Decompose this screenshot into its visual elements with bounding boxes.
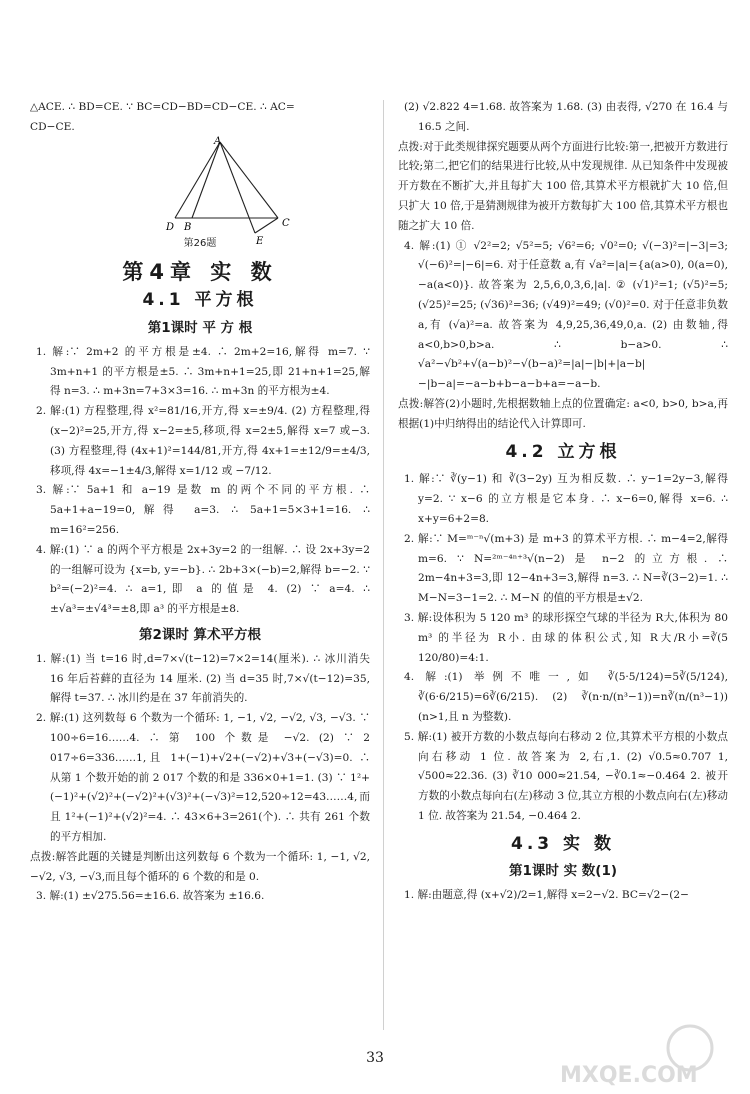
- hint-paragraph: 点拨:解答此题的关键是判断出这列数每 6 个数为一个循环: 1, −1, √2, −√2, √3, −√3,而且每个循环的 6 个数的和是 0.: [30, 850, 370, 883]
- answer-item: 3. 解:(1) ±√275.56=±16.6. 故答案为 ±16.6.: [36, 890, 265, 903]
- answer-item: (2) √2.822 4=1.68. 故答案为 1.68. (3) 由表得, √270 在 16.4 与 16.5 之间.: [404, 101, 728, 133]
- column-divider: [383, 100, 384, 1030]
- answer-item: 4. 解:(1) ① √2²=2; √5²=5; √6²=6; √0²=0; √(−3)²=|−3|=3; √(−6)²=|−6|=6. 对于任意数 a,有 √a²=|a|={a(a>0), 0(a=0), −a(a<0)}. 故答案为 2,5,6,0,3,6,|a|. ② (√1)²=1; (√5)²=5; (√25)²=25; (√36)²=36; (√49)²=49; (√0)²=0. 对于任意非负数 a,有 (√a)²=a. 故答案为 4,9,25,36,49,0,a. (2) 由数轴,得 a<0,b>0,b>a. ∴ b−a>0. ∴ √a²−√b²+√(a−b)²−√(b−a)²=|a|−|b|+|a−b|−|b−a|=−a−b+b−a−b+a=−a−b.: [404, 239, 728, 391]
- lesson-title: 第1课时 实 数(1): [508, 863, 618, 880]
- text-line: △ACE. ∴ BD=CE. ∵ BC=CD−BD=CD−CE. ∴ AC=: [30, 101, 295, 113]
- answer-item: 1. 解:∵ ∛(y−1) 和 ∛(3−2y) 互为相反数. ∴ y−1=2y−3,解得 y=2. ∵ x−6 的立方根是它本身. ∴ x−6=0,解得 x=6. ∴ x+y=6+2=8.: [404, 473, 728, 525]
- point-label: B: [184, 221, 192, 233]
- watermark-logo: [540, 1020, 740, 1090]
- right-column: [398, 0, 728, 906]
- point-label: A: [214, 135, 222, 147]
- answer-item: 3. 解:∵ 5a+1 和 a−19 是数 m 的两个不同的平方根. ∴ 5a+1+a−19=0,解得 a=3. ∴ 5a+1=5×3+1=16. ∴ m=16²=256.: [36, 484, 370, 536]
- section-title: 4.3 实 数: [511, 833, 615, 854]
- watermark-text: MXQE.COM: [560, 1063, 698, 1088]
- page-number: 33: [366, 1050, 384, 1066]
- answer-item: 5. 解:(1) 被开方数的小数点每向右移动 2 位,其算术平方根的小数点向右移动 1 位. 故答案为 2,右,1. (2) √0.5≈0.707 1, √500≈22.36. (3) ∛10 000≈21.54, −∛0.1≈−0.464 2. 被开方数的小数点每向右(左)移动 3 位,其立方根的小数点向右(左)移动 1 位. 故答案为 21.54, −0.464 2.: [404, 730, 728, 822]
- answer-item: 4. 解:(1) ∵ a 的两个平方根是 2x+3y=2 的一组解. ∴ 设 2x+3y=2 的一组解可设为 {x=b, y=−b}. ∴ 2b+3×(−b)=2,解得 b=−2. ∵ b²=(−2)²=4. ∴ a=1,即 a 的值是 4. (2) ∵ a=4. ∴ ±√a³=±√4³=±8,即 a³ 的平方根是±8.: [36, 543, 370, 616]
- answer-item: 4. 解:(1) 举例不唯一,如 ∛(5·5/124)=5∛(5/124), ∛(6·6/215)=6∛(6/215). (2) ∛(n·n/(n³−1))=n∛(n/(n³−1)) (n>1,且 n 为整数).: [404, 671, 728, 723]
- lesson-title: 第1课时 平 方 根: [147, 319, 253, 336]
- hint-paragraph: 点拨:对于此类规律探究题要从两个方面进行比较:第一,把被开方数进行比较;第二,把它们的结果进行比较,从中发现规律. 从已知条件中发现被开方数在不断扩大,并且每扩大 100 倍,其算术平方根就扩大 10 倍,但只扩大 10 倍,于是猜测规律为被开方数每扩大 100 倍,其算术平方根也随之扩大 10 倍.: [398, 140, 728, 232]
- answer-item: 3. 解:设体积为 5 120 m³ 的球形探空气球的半径为 R大,体积为 80 m³ 的半径为 R小. 由球的体积公式,知 R大/R小=∛(5 120/80)=4:1.: [404, 611, 728, 664]
- answer-item: 2. 解:∵ M=ᵐ⁻ⁿ√(m+3) 是 m+3 的算术平方根. ∴ m−4=2,解得 m=6. ∵ N=²ᵐ⁻⁴ⁿ⁺³√(n−2) 是 n−2 的立方根. ∴ 2m−4n+3=3,即 12−4n+3=3,解得 n=3. ∴ N=∛(3−2)=1. ∴ M−N=3−1=2. ∴ M−N 的值的平方根是±√2.: [404, 532, 728, 605]
- answer-item: 2. 解:(1) 这列数每 6 个数为一个循环: 1, −1, √2, −√2, √3, −√3. ∵ 100÷6=16……4. ∴ 第 100 个数是 −√2. (2) ∵ 2 017÷6=336……1,且 1+(−1)+√2+(−√2)+√3+(−√3)=0. ∴ 从第 1 个数开始的前 2 017 个数的和是 336×0+1=1. (3) ∵ 1²+(−1)²+(√2)²+(−√2)²+(√3)²+(−√3)²=12,520÷12=43……4,而且 1²+(−1)²+(√2)²=4. ∴ 43×6+3=261(个). ∴ 共有 261 个数的平方相加.: [36, 712, 370, 843]
- figure-caption: 第26题: [183, 237, 217, 249]
- answer-item: 1. 解:(1) 当 t=16 时,d=7×√(t−12)=7×2=14(厘米). ∴ 冰川消失 16 年后苔藓的直径为 14 厘米. (2) 当 d=35 时,7×√(t−12)=35,解得 t=37. ∴ 冰川约是在 37 年前消失的.: [36, 652, 370, 705]
- point-label: C: [282, 217, 290, 229]
- chapter-title: 第4章 实 数: [122, 260, 278, 285]
- section-title: 4.2 立方根: [505, 441, 621, 462]
- text-line: CD−CE.: [30, 120, 75, 133]
- left-column: [30, 0, 370, 907]
- section-title: 4.1 平方根: [142, 290, 258, 311]
- answer-item: 1. 解:由题意,得 (x+√2)/2=1,解得 x=2−√2. BC=√2−(2−: [404, 889, 689, 902]
- point-label: D: [166, 221, 175, 233]
- hint-paragraph: 点拨:解答(2)小题时,先根据数轴上点的位置确定: a<0, b>0, b>a,再根据(1)中归纳得出的结论代入计算即可.: [398, 397, 728, 430]
- point-label: E: [256, 235, 264, 247]
- answer-item: 1. 解:∵ 2m+2 的平方根是±4. ∴ 2m+2=16,解得 m=7. ∵ 3m+n+1 的平方根是±5. ∴ 3m+n+1=25,即 21+n+1=25,解得 n=3. ∴ m+3n=7+3×3=16. ∴ m+3n 的平方根为±4.: [36, 345, 370, 398]
- lesson-title: 第2课时 算术平方根: [138, 626, 262, 643]
- watermark-icon: [540, 1020, 740, 1090]
- answer-item: 2. 解:(1) 方程整理,得 x²=81/16,开方,得 x=±9/4. (2) 方程整理,得 (x−2)²=25,开方,得 x−2=±5,移项,得 x=2±5,解得 x=7 或−3. (3) 方程整理,得 (4x+1)²=144/81,开方,得 4x+1=±12/9=±4/3,移项,得 4x=−1±4/3,解得 x=1/12 或 −7/12.: [36, 405, 370, 477]
